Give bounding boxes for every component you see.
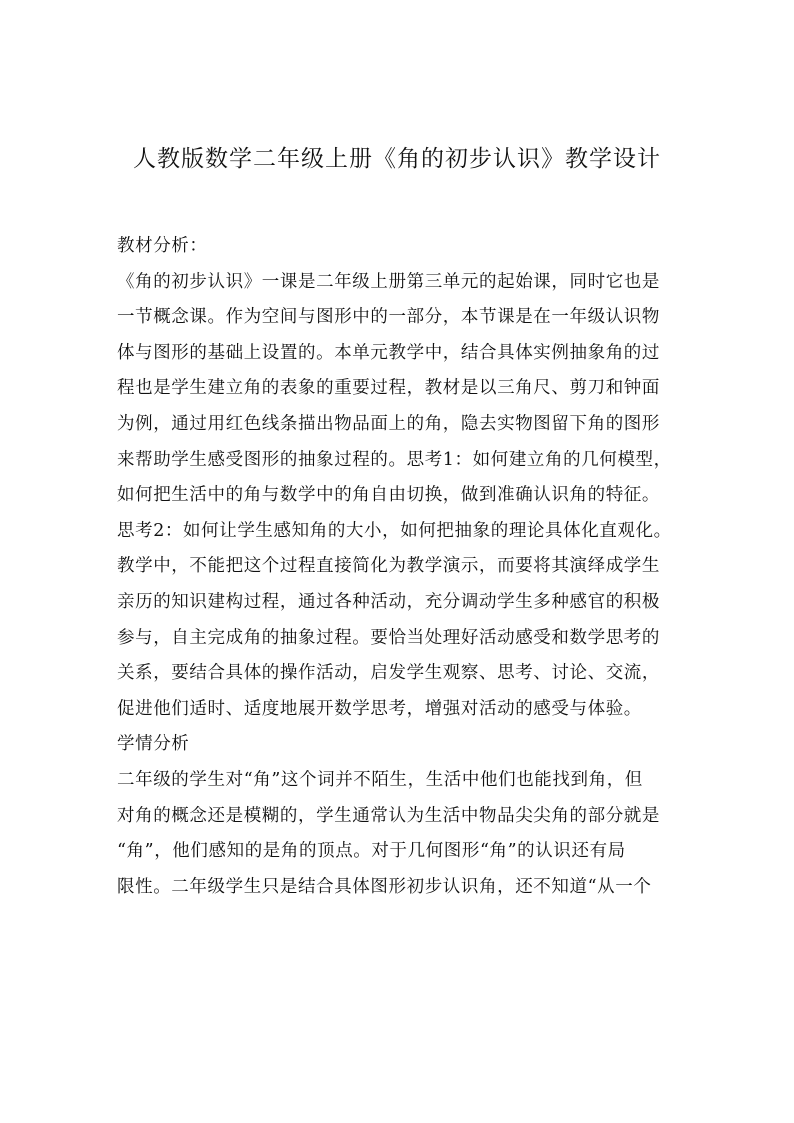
paragraph-line: 促进他们适时、适度地展开数学思考，增强对活动的感受与体验。	[117, 698, 642, 719]
paragraph-line: 一节概念课。作为空间与图形中的一部分，本节课是在一年级认识物	[117, 307, 660, 328]
paragraph-line: 如何把生活中的角与数学中的角自由切换，做到准确认识角的特征。	[117, 485, 660, 506]
paragraph-line: 《角的初步认识》一课是二年级上册第三单元的起始课，同时它也是	[117, 271, 660, 292]
paragraph-line: 对角的概念还是模糊的，学生通常认为生活中物品尖尖角的部分就是	[117, 805, 660, 826]
document-body	[117, 229, 687, 905]
paragraph-line: 教学中，不能把这个过程直接简化为教学演示，而要将其演绎成学生	[117, 556, 660, 577]
paragraph-line: 关系，要结合具体的操作活动，启发学生观察、思考、讨论、交流，	[117, 663, 660, 684]
paragraph-line: 为例，通过用红色线条描出物品面上的角，隐去实物图留下角的图形	[117, 413, 660, 434]
document-title: 人教版数学二年级上册《角的初步认识》教学设计	[133, 146, 661, 172]
section-heading-student-analysis: 学情分析	[117, 734, 190, 755]
paragraph-line: 思考2：如何让学生感知角的大小，如何把抽象的理论具体化直观化。	[117, 520, 672, 541]
paragraph-line: 参与，自主完成角的抽象过程。要恰当处理好活动感受和数学思考的	[117, 627, 660, 648]
section-heading-textbook-analysis: 教材分析：	[117, 236, 208, 256]
paragraph-line: 体与图形的基础上设置的。本单元教学中，结合具体实例抽象角的过	[117, 342, 660, 363]
paragraph-line: “角”，他们感知的是角的顶点。对于几何图形“角”的认识还有局	[117, 841, 626, 862]
paragraph-line: 程也是学生建立角的表象的重要过程，教材是以三角尺、剪刀和钟面	[117, 378, 660, 399]
paragraph-line: 亲历的知识建构过程，通过各种活动，充分调动学生多种感官的积极	[117, 591, 660, 612]
paragraph-line: 来帮助学生感受图形的抽象过程的。思考1：如何建立角的几何模型，	[117, 449, 672, 470]
paragraph-line: 限性。二年级学生只是结合具体图形初步认识角，还不知道“从一个	[117, 876, 652, 897]
paragraph-line: 二年级的学生对“角”这个词并不陌生，生活中他们也能找到角，但	[117, 769, 643, 790]
